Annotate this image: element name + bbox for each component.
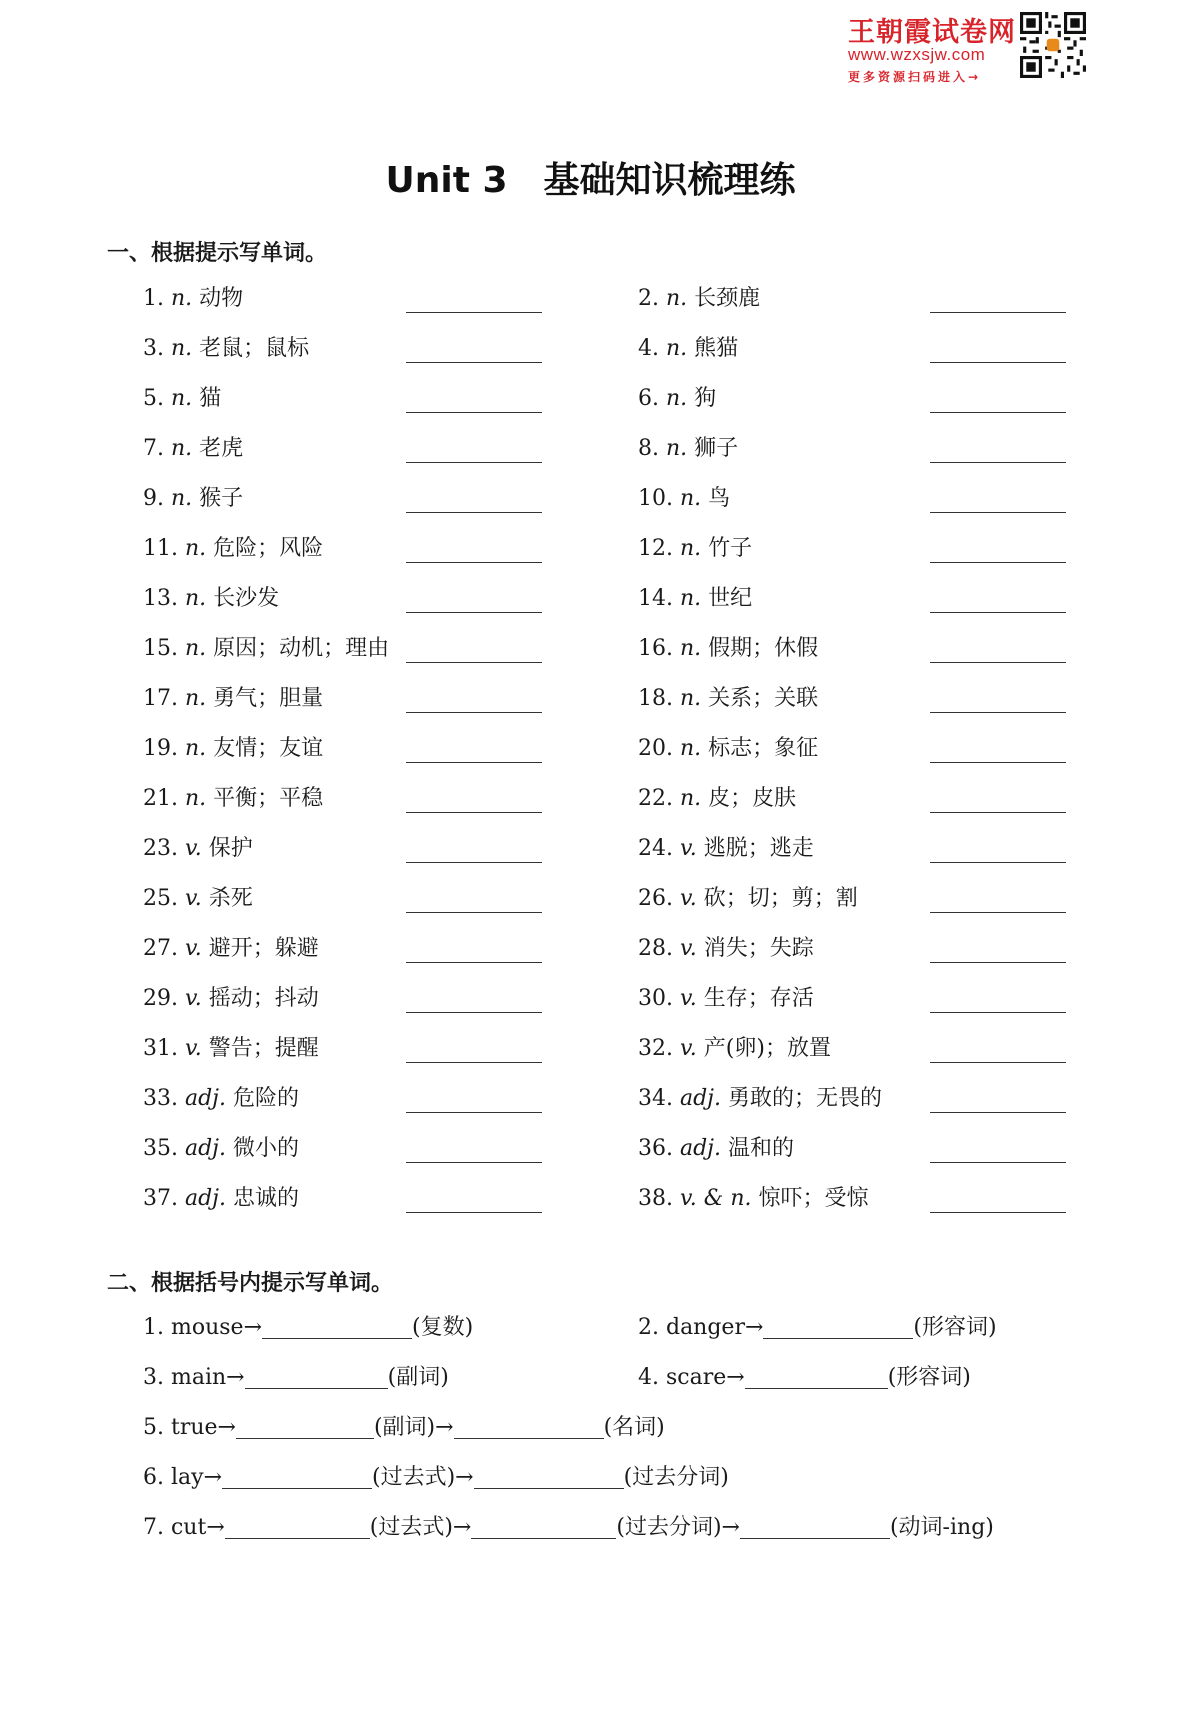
word-item bbox=[638, 482, 730, 516]
word-item bbox=[638, 332, 738, 366]
word-item bbox=[638, 732, 818, 766]
part-of-speech: n. bbox=[184, 686, 207, 711]
answer-line bbox=[930, 1162, 1066, 1163]
answer-blank[interactable] bbox=[406, 1082, 542, 1116]
item-meaning: 消失；失踪 bbox=[696, 936, 814, 961]
answer-line bbox=[406, 362, 542, 363]
answer-blank[interactable] bbox=[930, 282, 1066, 316]
word-item bbox=[638, 1082, 882, 1116]
qr-code-icon[interactable] bbox=[1020, 12, 1086, 78]
item-meaning: 危险的 bbox=[226, 1086, 299, 1111]
word-item bbox=[638, 982, 814, 1016]
word-item bbox=[638, 682, 818, 716]
item-number: 29. bbox=[143, 986, 185, 1011]
item-number: 20. bbox=[638, 736, 680, 761]
transform-item bbox=[143, 1310, 473, 1346]
item-meaning: 猴子 bbox=[192, 486, 244, 511]
word-item bbox=[638, 1032, 831, 1066]
item-number: 3. bbox=[143, 336, 171, 361]
transform-item bbox=[638, 1310, 997, 1346]
answer-blank[interactable] bbox=[454, 1412, 604, 1439]
word-item bbox=[143, 1032, 319, 1066]
word-item bbox=[638, 1132, 794, 1166]
part-of-speech: v. bbox=[679, 1036, 697, 1061]
word-item bbox=[143, 282, 243, 316]
item-meaning: 勇敢的；无畏的 bbox=[721, 1086, 882, 1111]
word-item bbox=[143, 582, 279, 616]
prompt-text: (过去分词) bbox=[623, 1465, 729, 1490]
word-item bbox=[143, 882, 253, 916]
item-meaning: 标志；象征 bbox=[701, 736, 819, 761]
answer-blank[interactable] bbox=[930, 332, 1066, 366]
answer-line bbox=[406, 862, 542, 863]
answer-blank[interactable] bbox=[406, 832, 542, 866]
item-number: 24. bbox=[638, 836, 680, 861]
part1-heading: 一、根据提示写单词。 bbox=[107, 241, 328, 266]
answer-blank[interactable] bbox=[406, 732, 542, 766]
prompt-text: (过去式)→ bbox=[372, 1465, 474, 1490]
answer-blank[interactable] bbox=[245, 1362, 388, 1389]
item-number: 1. bbox=[143, 286, 171, 311]
item-number: 30. bbox=[638, 986, 680, 1011]
item-meaning: 砍；切；剪；割 bbox=[696, 886, 858, 911]
answer-blank[interactable] bbox=[930, 932, 1066, 966]
answer-line bbox=[930, 1212, 1066, 1213]
part-of-speech: n. bbox=[170, 436, 193, 461]
answer-line bbox=[406, 1212, 542, 1213]
item-meaning: 保护 bbox=[201, 836, 253, 861]
word-item bbox=[143, 732, 323, 766]
word-item bbox=[143, 432, 243, 466]
part-of-speech: v. bbox=[184, 936, 202, 961]
word-item bbox=[638, 832, 814, 866]
item-number: 10. bbox=[638, 486, 680, 511]
answer-blank[interactable] bbox=[930, 982, 1066, 1016]
word-item bbox=[143, 832, 253, 866]
item-meaning: 假期；休假 bbox=[701, 636, 819, 661]
answer-blank[interactable] bbox=[406, 982, 542, 1016]
answer-line bbox=[406, 462, 542, 463]
part-of-speech: n. bbox=[679, 536, 702, 561]
prompt-text: (动词-ing) bbox=[889, 1515, 994, 1540]
answer-blank[interactable] bbox=[763, 1312, 913, 1339]
item-number: 9. bbox=[143, 486, 171, 511]
answer-blank[interactable] bbox=[406, 1182, 542, 1216]
part-of-speech: n. bbox=[170, 286, 193, 311]
item-meaning: 狮子 bbox=[687, 436, 739, 461]
transform-item bbox=[143, 1460, 729, 1496]
word-item bbox=[638, 782, 796, 816]
item-meaning: 关系；关联 bbox=[701, 686, 819, 711]
answer-blank[interactable] bbox=[930, 632, 1066, 666]
item-meaning: 猫 bbox=[192, 386, 222, 411]
word-item bbox=[143, 682, 323, 716]
prompt-text: (名词) bbox=[603, 1415, 665, 1440]
answer-blank[interactable] bbox=[740, 1512, 890, 1539]
answer-blank[interactable] bbox=[406, 432, 542, 466]
word-item bbox=[143, 632, 389, 666]
part-of-speech: v. bbox=[679, 986, 697, 1011]
answer-line bbox=[930, 662, 1066, 663]
prompt-text: 4. scare→ bbox=[638, 1365, 745, 1390]
item-meaning: 长沙发 bbox=[206, 586, 280, 611]
word-item bbox=[638, 382, 716, 416]
word-item bbox=[638, 282, 760, 316]
item-number: 17. bbox=[143, 686, 185, 711]
prompt-text: (形容词) bbox=[887, 1365, 971, 1390]
answer-line bbox=[930, 1112, 1066, 1113]
answer-blank[interactable] bbox=[930, 432, 1066, 466]
part-of-speech: adj. bbox=[184, 1136, 226, 1161]
word-item bbox=[143, 932, 319, 966]
answer-blank[interactable] bbox=[930, 1032, 1066, 1066]
item-number: 35. bbox=[143, 1136, 185, 1161]
answer-blank[interactable] bbox=[222, 1462, 372, 1489]
word-item bbox=[638, 532, 752, 566]
part-of-speech: n. bbox=[679, 686, 702, 711]
answer-line bbox=[930, 462, 1066, 463]
part-of-speech: v. bbox=[679, 836, 697, 861]
word-item bbox=[143, 982, 319, 1016]
answer-line bbox=[930, 1062, 1066, 1063]
prompt-text: (形容词) bbox=[913, 1315, 997, 1340]
answer-line bbox=[406, 712, 542, 713]
item-number: 8. bbox=[638, 436, 666, 461]
item-number: 14. bbox=[638, 586, 680, 611]
item-number: 25. bbox=[143, 886, 185, 911]
answer-blank[interactable] bbox=[930, 1182, 1066, 1216]
item-meaning: 警告；提醒 bbox=[201, 1036, 319, 1061]
part-of-speech: n. bbox=[679, 586, 702, 611]
answer-blank[interactable] bbox=[930, 832, 1066, 866]
answer-blank[interactable] bbox=[406, 282, 542, 316]
answer-blank[interactable] bbox=[406, 332, 542, 366]
word-item bbox=[143, 1182, 299, 1216]
item-number: 28. bbox=[638, 936, 680, 961]
part-of-speech: n. bbox=[184, 536, 207, 561]
answer-line bbox=[406, 1112, 542, 1113]
answer-blank[interactable] bbox=[262, 1312, 412, 1339]
answer-blank[interactable] bbox=[930, 582, 1066, 616]
word-item bbox=[143, 1082, 299, 1116]
answer-blank[interactable] bbox=[406, 1032, 542, 1066]
item-meaning: 狗 bbox=[687, 386, 717, 411]
part-of-speech: n. bbox=[679, 786, 702, 811]
answer-blank[interactable] bbox=[930, 1082, 1066, 1116]
item-meaning: 动物 bbox=[192, 286, 244, 311]
answer-line bbox=[406, 762, 542, 763]
prompt-text: (过去分词)→ bbox=[616, 1515, 740, 1540]
part-of-speech: n. bbox=[170, 386, 193, 411]
item-meaning: 竹子 bbox=[701, 536, 753, 561]
prompt-text: (过去式)→ bbox=[369, 1515, 472, 1540]
answer-line bbox=[930, 712, 1066, 713]
item-meaning: 避开；躲避 bbox=[201, 936, 319, 961]
word-item bbox=[638, 582, 752, 616]
item-number: 37. bbox=[143, 1186, 185, 1211]
answer-line bbox=[930, 1012, 1066, 1013]
item-meaning: 老鼠；鼠标 bbox=[192, 336, 310, 361]
answer-line bbox=[406, 662, 542, 663]
answer-blank[interactable] bbox=[406, 532, 542, 566]
item-number: 22. bbox=[638, 786, 680, 811]
part-of-speech: v. bbox=[679, 936, 697, 961]
answer-line bbox=[406, 1012, 542, 1013]
item-meaning: 生存；存活 bbox=[696, 986, 814, 1011]
answer-blank[interactable] bbox=[930, 1132, 1066, 1166]
item-meaning: 长颈鹿 bbox=[687, 286, 761, 311]
word-item bbox=[638, 1182, 869, 1216]
answer-line bbox=[406, 1162, 542, 1163]
part-of-speech: n. bbox=[184, 636, 207, 661]
part-of-speech: n. bbox=[665, 286, 688, 311]
part-of-speech: n. bbox=[665, 336, 688, 361]
transform-item bbox=[143, 1510, 994, 1546]
item-meaning: 微小的 bbox=[226, 1136, 299, 1161]
word-item bbox=[143, 482, 243, 516]
item-number: 11. bbox=[143, 536, 185, 561]
item-meaning: 温和的 bbox=[721, 1136, 794, 1161]
answer-line bbox=[930, 362, 1066, 363]
item-number: 13. bbox=[143, 586, 185, 611]
prompt-text: 5. true→ bbox=[143, 1415, 236, 1440]
answer-blank[interactable] bbox=[474, 1462, 624, 1489]
answer-blank[interactable] bbox=[236, 1412, 374, 1439]
item-meaning: 友情；友谊 bbox=[206, 736, 324, 761]
answer-blank[interactable] bbox=[930, 382, 1066, 416]
part-of-speech: v. bbox=[184, 986, 202, 1011]
item-number: 15. bbox=[143, 636, 185, 661]
item-number: 34. bbox=[638, 1086, 680, 1111]
page-title: Unit 3 基础知识梳理练 bbox=[385, 160, 796, 201]
answer-blank[interactable] bbox=[406, 582, 542, 616]
transform-item bbox=[143, 1360, 449, 1396]
part-of-speech: n. bbox=[184, 786, 207, 811]
part-of-speech: v. bbox=[184, 886, 202, 911]
answer-line bbox=[930, 562, 1066, 563]
answer-line bbox=[406, 912, 542, 913]
answer-blank[interactable] bbox=[930, 882, 1066, 916]
item-meaning: 摇动；抖动 bbox=[201, 986, 319, 1011]
watermark bbox=[848, 10, 1088, 84]
word-item bbox=[143, 532, 323, 566]
prompt-text: 6. lay→ bbox=[143, 1465, 222, 1490]
answer-blank[interactable] bbox=[406, 482, 542, 516]
transform-item bbox=[143, 1410, 665, 1446]
item-meaning: 皮；皮肤 bbox=[701, 786, 797, 811]
prompt-text: 7. cut→ bbox=[143, 1515, 225, 1540]
item-meaning: 世纪 bbox=[701, 586, 753, 611]
item-meaning: 产(卵)；放置 bbox=[696, 1036, 831, 1061]
answer-blank[interactable] bbox=[745, 1362, 888, 1389]
answer-blank[interactable] bbox=[930, 782, 1066, 816]
prompt-text: 2. danger→ bbox=[638, 1315, 764, 1340]
part-of-speech: n. bbox=[665, 386, 688, 411]
item-number: 23. bbox=[143, 836, 185, 861]
item-number: 19. bbox=[143, 736, 185, 761]
answer-blank[interactable] bbox=[406, 782, 542, 816]
watermark-slogan: 更多资源扫码进入→ bbox=[848, 70, 982, 84]
transform-item bbox=[638, 1360, 971, 1396]
answer-line bbox=[406, 412, 542, 413]
part-of-speech: n. bbox=[679, 636, 702, 661]
answer-line bbox=[406, 1062, 542, 1063]
watermark-url[interactable]: www.wzxsjw.com bbox=[848, 45, 986, 64]
answer-blank[interactable] bbox=[930, 532, 1066, 566]
answer-blank[interactable] bbox=[406, 1132, 542, 1166]
answer-blank[interactable] bbox=[406, 682, 542, 716]
item-number: 2. bbox=[638, 286, 666, 311]
part-of-speech: n. bbox=[665, 436, 688, 461]
item-meaning: 勇气；胆量 bbox=[206, 686, 324, 711]
answer-line bbox=[930, 862, 1066, 863]
word-item bbox=[143, 782, 323, 816]
word-item bbox=[143, 382, 221, 416]
answer-blank[interactable] bbox=[406, 882, 542, 916]
answer-line bbox=[930, 812, 1066, 813]
part-of-speech: n. bbox=[184, 736, 207, 761]
part-of-speech: v. & n. bbox=[679, 1186, 752, 1211]
word-item bbox=[638, 882, 858, 916]
item-number: 38. bbox=[638, 1186, 680, 1211]
item-number: 6. bbox=[638, 386, 666, 411]
answer-line bbox=[930, 762, 1066, 763]
part-of-speech: n. bbox=[170, 486, 193, 511]
item-number: 27. bbox=[143, 936, 185, 961]
answer-line bbox=[930, 512, 1066, 513]
part-of-speech: adj. bbox=[679, 1086, 721, 1111]
item-meaning: 杀死 bbox=[201, 886, 253, 911]
answer-blank[interactable] bbox=[930, 482, 1066, 516]
part-of-speech: adj. bbox=[184, 1086, 226, 1111]
item-number: 26. bbox=[638, 886, 680, 911]
item-number: 32. bbox=[638, 1036, 680, 1061]
item-number: 4. bbox=[638, 336, 666, 361]
word-item bbox=[638, 632, 818, 666]
answer-blank[interactable] bbox=[406, 382, 542, 416]
item-number: 12. bbox=[638, 536, 680, 561]
item-meaning: 原因；动机；理由 bbox=[206, 636, 390, 661]
part-of-speech: n. bbox=[170, 336, 193, 361]
item-number: 31. bbox=[143, 1036, 185, 1061]
word-item bbox=[638, 932, 814, 966]
answer-line bbox=[930, 962, 1066, 963]
prompt-text: 3. main→ bbox=[143, 1365, 245, 1390]
prompt-text: (复数) bbox=[412, 1315, 474, 1340]
prompt-text: (副词) bbox=[387, 1365, 449, 1390]
word-item bbox=[638, 432, 738, 466]
answer-blank[interactable] bbox=[471, 1512, 616, 1539]
part-of-speech: v. bbox=[679, 886, 697, 911]
answer-line bbox=[406, 562, 542, 563]
item-meaning: 忠诚的 bbox=[226, 1186, 299, 1211]
answer-line bbox=[930, 912, 1066, 913]
answer-blank[interactable] bbox=[406, 632, 542, 666]
answer-line bbox=[406, 312, 542, 313]
item-number: 18. bbox=[638, 686, 680, 711]
part-of-speech: adj. bbox=[679, 1136, 721, 1161]
item-number: 16. bbox=[638, 636, 680, 661]
answer-line bbox=[406, 812, 542, 813]
item-number: 5. bbox=[143, 386, 171, 411]
prompt-text: 1. mouse→ bbox=[143, 1315, 263, 1340]
answer-blank[interactable] bbox=[930, 682, 1066, 716]
part-of-speech: v. bbox=[184, 836, 202, 861]
item-meaning: 老虎 bbox=[192, 436, 244, 461]
prompt-text: (副词)→ bbox=[373, 1415, 454, 1440]
part-of-speech: n. bbox=[184, 586, 207, 611]
answer-blank[interactable] bbox=[225, 1512, 370, 1539]
item-meaning: 逃脱；逃走 bbox=[696, 836, 814, 861]
item-number: 21. bbox=[143, 786, 185, 811]
part-of-speech: n. bbox=[679, 486, 702, 511]
item-number: 36. bbox=[638, 1136, 680, 1161]
part-of-speech: n. bbox=[679, 736, 702, 761]
part2-heading: 二、根据括号内提示写单词。 bbox=[107, 1271, 394, 1296]
answer-line bbox=[930, 312, 1066, 313]
item-meaning: 熊猫 bbox=[687, 336, 739, 361]
part-of-speech: v. bbox=[184, 1036, 202, 1061]
answer-line bbox=[406, 962, 542, 963]
answer-blank[interactable] bbox=[930, 732, 1066, 766]
answer-blank[interactable] bbox=[406, 932, 542, 966]
word-item bbox=[143, 332, 309, 366]
answer-line bbox=[406, 512, 542, 513]
item-meaning: 鸟 bbox=[701, 486, 731, 511]
word-item bbox=[143, 1132, 299, 1166]
item-meaning: 惊吓；受惊 bbox=[751, 1186, 869, 1211]
answer-line bbox=[406, 612, 542, 613]
watermark-brand: 王朝霞试卷网 bbox=[848, 17, 1016, 48]
item-number: 33. bbox=[143, 1086, 185, 1111]
item-number: 7. bbox=[143, 436, 171, 461]
answer-line bbox=[930, 412, 1066, 413]
part-of-speech: adj. bbox=[184, 1186, 226, 1211]
answer-line bbox=[930, 612, 1066, 613]
item-meaning: 平衡；平稳 bbox=[206, 786, 324, 811]
item-meaning: 危险；风险 bbox=[206, 536, 324, 561]
